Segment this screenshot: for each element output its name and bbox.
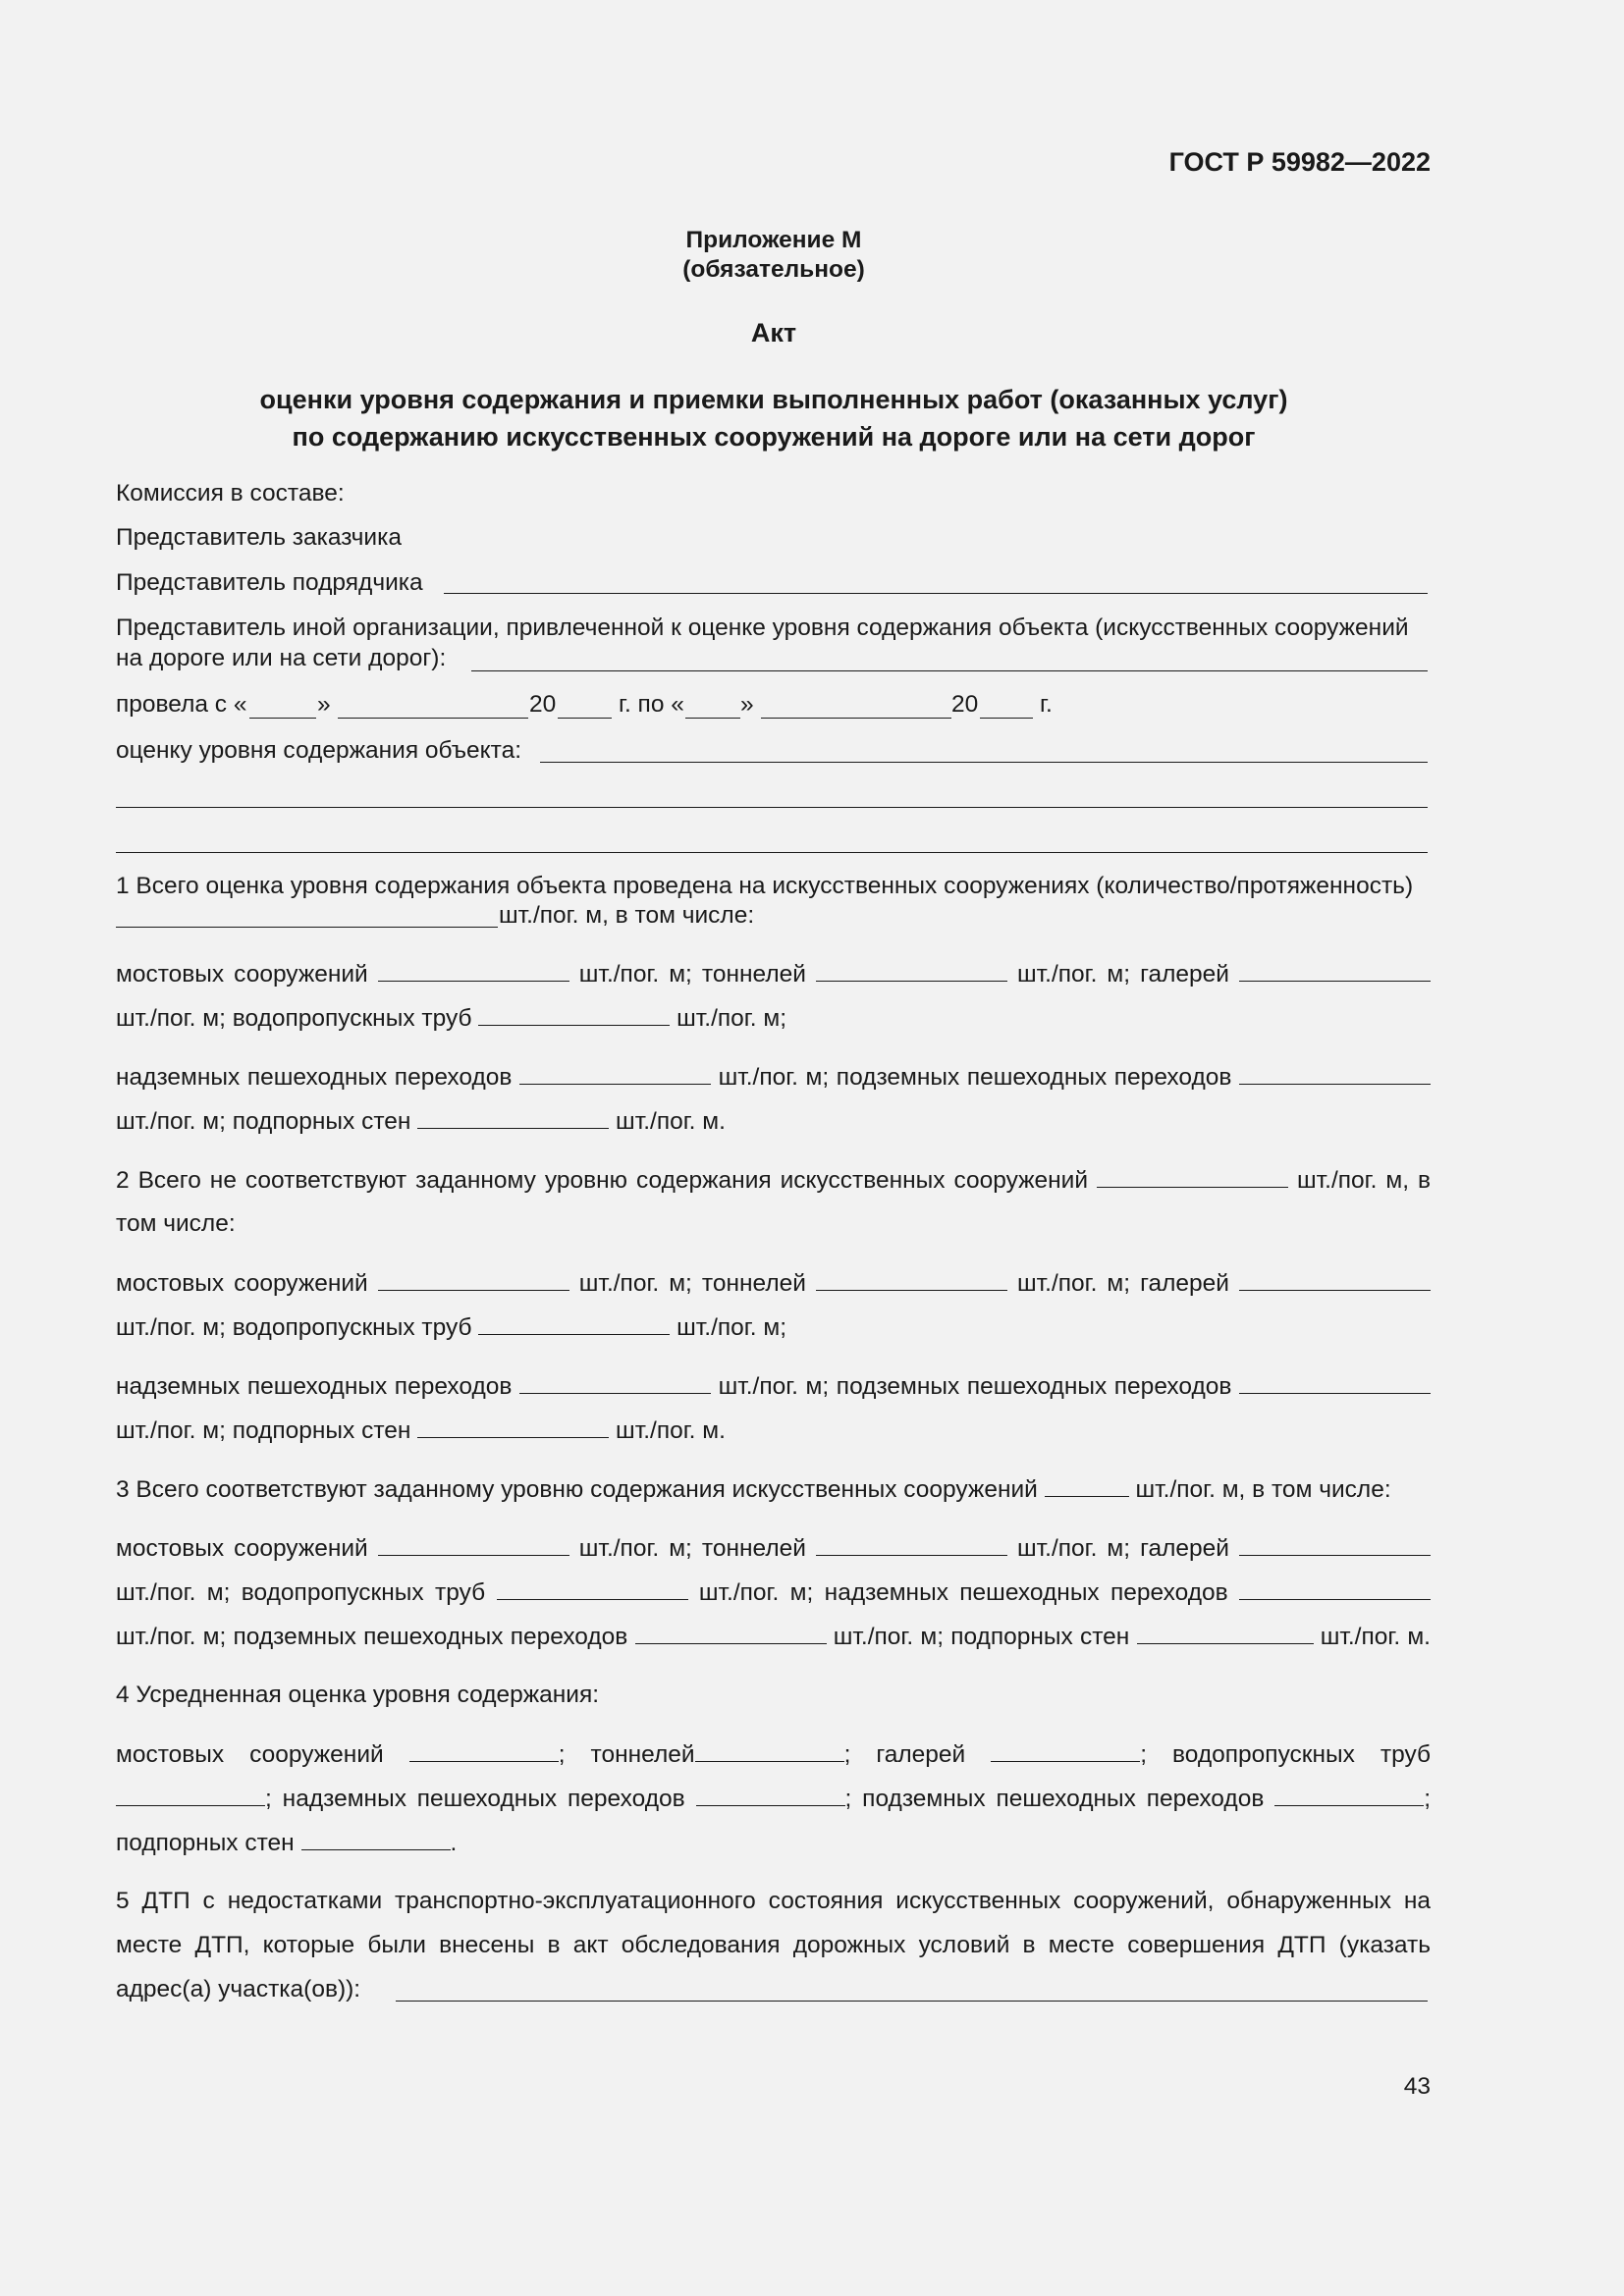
section1-row-c: надземных пешеходных переходов шт./пог. м; подземных пешеходных переходов [116,1062,1431,1093]
section1-row-b: шт./пог. м; водопропускных труб шт./пог. м; [116,1005,787,1032]
assessment-label: оценку уровня содержания объекта: [116,737,522,764]
other-org-label-line2: на дороге или на сети дорог): [116,645,447,671]
section5-text-line3: адрес(а) участка(ов)): [116,1976,361,2002]
s3-bridges-field[interactable] [378,1533,569,1556]
period-from-month-field[interactable] [338,718,528,719]
period-year-suffix: г. [1040,691,1053,718]
section1-text-line1: 1 Всего оценка уровня содержания объекта проведена на искусственных сооружениях (количество/протяженность) [116,873,1414,899]
section2-text-line1: 2 Всего не соответствуют заданному уровню содержания искусственных сооружений шт./пог. м, в [116,1167,1432,1194]
s1-underpasses-field[interactable] [1239,1062,1431,1085]
s1-tunnels-field[interactable] [816,959,1007,982]
s3-total-field[interactable] [1045,1474,1129,1497]
document-id: ГОСТ Р 59982—2022 [1168,147,1431,177]
section3-row-c: шт./пог. м; подземных пешеходных переходов шт./пог. м; подпорных стен шт./пог. м. [116,1624,1431,1650]
period-quote-close: » [317,691,331,718]
s4-culverts-field[interactable] [116,1784,265,1806]
s2-galleries-field[interactable] [1239,1268,1431,1291]
s2-walls-field[interactable] [417,1415,609,1438]
appendix-heading [0,226,1547,285]
period-to-label: г. по « [619,691,684,718]
s3-walls-field[interactable] [1137,1622,1314,1644]
s1-walls-field[interactable] [417,1106,609,1129]
section3-row-a: мостовых сооружений шт./пог. м; тоннелей шт./пог. м; галерей [116,1533,1431,1564]
s2-bridges-field[interactable] [378,1268,569,1291]
s4-galleries-field[interactable] [991,1739,1140,1762]
section1-total-field[interactable] [116,927,498,928]
s2-total-field[interactable] [1097,1165,1288,1188]
s2-tunnels-field[interactable] [816,1268,1007,1291]
section2-row-b: шт./пог. м; водопропускных труб шт./пог. м; [116,1314,787,1341]
s3-galleries-field[interactable] [1239,1533,1431,1556]
s4-bridges-field[interactable] [409,1739,559,1762]
customer-rep-label: Представитель заказчика [116,524,402,551]
assessment-field-1[interactable] [540,762,1428,763]
period-quote-close-2: » [740,691,754,718]
s1-bridges-field[interactable] [378,959,569,982]
section4-text-line1: 4 Усредненная оценка уровня содержания: [116,1682,600,1708]
section2-text-line2: том числе: [116,1210,236,1237]
s3-tunnels-field[interactable] [816,1533,1007,1556]
contractor-rep-label: Представитель подрядчика [116,569,423,596]
period-from-year-field[interactable] [558,718,612,719]
other-org-rep-field[interactable] [471,670,1428,671]
s1-culverts-field[interactable] [478,1003,670,1026]
s3-underpasses-field[interactable] [635,1622,827,1644]
contractor-rep-field[interactable] [444,593,1428,594]
s4-walls-field[interactable] [301,1828,451,1850]
other-org-label-line1: Представитель иной организации, привлеченной к оценке уровня содержания объекта (искусственных сооружений [116,614,1409,641]
section3-row-b: шт./пог. м; водопропускных труб шт./пог. м; надземных пешеходных переходов [116,1577,1431,1608]
section1-row-d: шт./пог. м; подпорных стен шт./пог. м. [116,1108,726,1135]
act-title: Акт [750,318,797,347]
assessment-field-2[interactable] [116,807,1428,808]
section2-row-a: мостовых сооружений шт./пог. м; тоннелей шт./пог. м; галерей [116,1268,1431,1299]
s3-culverts-field[interactable] [497,1577,688,1600]
s1-galleries-field[interactable] [1239,959,1431,982]
s2-culverts-field[interactable] [478,1312,670,1335]
s3-overpasses-field[interactable] [1239,1577,1431,1600]
section5-text-line1: 5 ДТП с недостатками транспортно-эксплуатационного состояния искусственных сооружений, обнаруженных на [116,1888,1431,1914]
s1-overpasses-field[interactable] [519,1062,711,1085]
act-subtitle-line1: оценки уровня содержания и приемки выполненных работ (оказанных услуг) [259,385,1288,414]
appendix-status: (обязательное) [682,256,865,283]
period-to-year-field[interactable] [980,718,1033,719]
period-from-day-field[interactable] [249,718,316,719]
section4-row-c: подпорных стен . [116,1830,458,1856]
section3-text-line1: 3 Всего соответствуют заданному уровню содержания искусственных сооружений шт./пог. м, в том числе: [116,1476,1391,1503]
period-from-label: провела с « [116,691,247,718]
s4-tunnels-field[interactable] [695,1739,844,1762]
section5-text-line2: месте ДТП, которые были внесены в акт обследования дорожных условий в месте совершения ДТП (указать [116,1932,1431,1958]
period-to-day-field[interactable] [685,718,740,719]
appendix-label: Приложение М [685,227,862,253]
section4-row-b: ; надземных пешеходных переходов ; подземных пешеходных переходов ; [116,1784,1431,1814]
s4-overpasses-field[interactable] [696,1784,845,1806]
assessment-field-3[interactable] [116,852,1428,853]
section1-text-line2: шт./пог. м, в том числе: [499,902,755,929]
act-subtitle [0,381,1547,455]
section2-row-c: надземных пешеходных переходов шт./пог. м; подземных пешеходных переходов [116,1371,1431,1402]
s2-underpasses-field[interactable] [1239,1371,1431,1394]
s4-underpasses-field[interactable] [1274,1784,1424,1806]
section2-row-d: шт./пог. м; подпорных стен шт./пог. м. [116,1417,726,1444]
section1-row-a: мостовых сооружений шт./пог. м; тоннелей шт./пог. м; галерей [116,959,1431,989]
period-to-century: 20 [951,691,979,718]
period-to-month-field[interactable] [761,718,951,719]
s5-address-field[interactable] [396,2001,1428,2002]
s2-overpasses-field[interactable] [519,1371,711,1394]
commission-intro: Комиссия в составе: [116,480,345,507]
period-from-century: 20 [529,691,557,718]
page-number: 43 [1403,2073,1431,2100]
act-subtitle-line2: по содержанию искусственных сооружений на дороге или на сети дорог [292,422,1256,452]
section4-row-a: мостовых сооружений ; тоннелей ; галерей ; водопропускных труб [116,1741,1432,1768]
